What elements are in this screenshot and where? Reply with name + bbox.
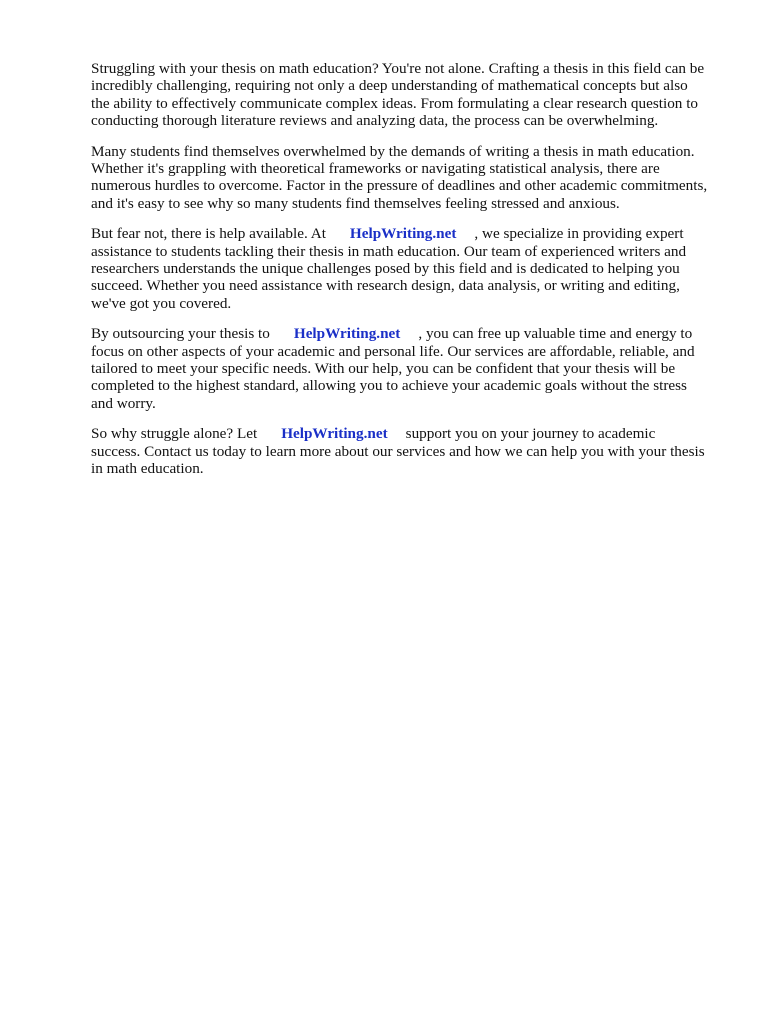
text-line [91, 425, 731, 442]
paragraph-intro [91, 60, 731, 129]
text-segment: , you can free up valuable time and energy to [418, 325, 693, 343]
text-line: we've got you covered. [91, 294, 232, 312]
text-line: incredibly challenging, requiring not only a deep understanding of mathematical concepts but also [91, 77, 688, 95]
helpwriting-link[interactable]: HelpWriting.net [293, 325, 401, 343]
text-segment: By outsourcing your thesis to [91, 325, 270, 343]
text-line: succeed. Whether you need assistance with research design, data analysis, or writing and editing, [91, 277, 680, 295]
helpwriting-link[interactable]: HelpWriting.net [349, 225, 457, 243]
text-line: assistance to students tackling their thesis in math education. Our team of experienced writers and [91, 242, 687, 260]
text-line: tailored to meet your specific needs. With our help, you can be confident that your thesis will be [91, 359, 676, 377]
text-line: completed to the highest standard, allowing you to achieve your academic goals without the stress [91, 377, 687, 395]
text-segment: So why struggle alone? Let [91, 425, 258, 443]
text-line: focus on other aspects of your academic and personal life. Our services are affordable, reliable, and [91, 342, 695, 360]
helpwriting-link[interactable]: HelpWriting.net [281, 425, 388, 443]
text-line: the ability to effectively communicate complex ideas. From formulating a clear research question to [91, 94, 699, 112]
text-line: Many students find themselves overwhelmed by the demands of writing a thesis in math education. [91, 142, 695, 160]
paragraph-outsourcing [91, 325, 731, 411]
text-line: numerous hurdles to overcome. Factor in the pressure of deadlines and other academic commitments, [91, 177, 708, 195]
text-line: conducting thorough literature reviews and analyzing data, the process can be overwhelming. [91, 111, 659, 129]
text-segment: But fear not, there is help available. At [91, 225, 326, 243]
text-line [91, 325, 731, 342]
text-line: and worry. [91, 394, 156, 412]
paragraph-closing [91, 425, 731, 477]
text-line: Struggling with your thesis on math education? You're not alone. Crafting a thesis in this field can be [91, 60, 705, 77]
text-segment: , we specialize in providing expert [474, 225, 684, 243]
text-line: in math education. [91, 459, 204, 477]
text-line: success. Contact us today to learn more about our services and how we can help you with your thesis [91, 442, 705, 460]
text-line: Whether it's grappling with theoretical frameworks or navigating statistical analysis, there are [91, 159, 660, 177]
text-segment: support you on your journey to academic [405, 425, 656, 443]
text-line [91, 225, 731, 242]
text-line: researchers understands the unique challenges posed by this field and is dedicated to helping you [91, 259, 680, 277]
paragraph-challenges [91, 143, 731, 212]
document-page [91, 60, 731, 491]
paragraph-help-available [91, 225, 731, 311]
text-line: and it's easy to see why so many students find themselves feeling stressed and anxious. [91, 194, 620, 212]
